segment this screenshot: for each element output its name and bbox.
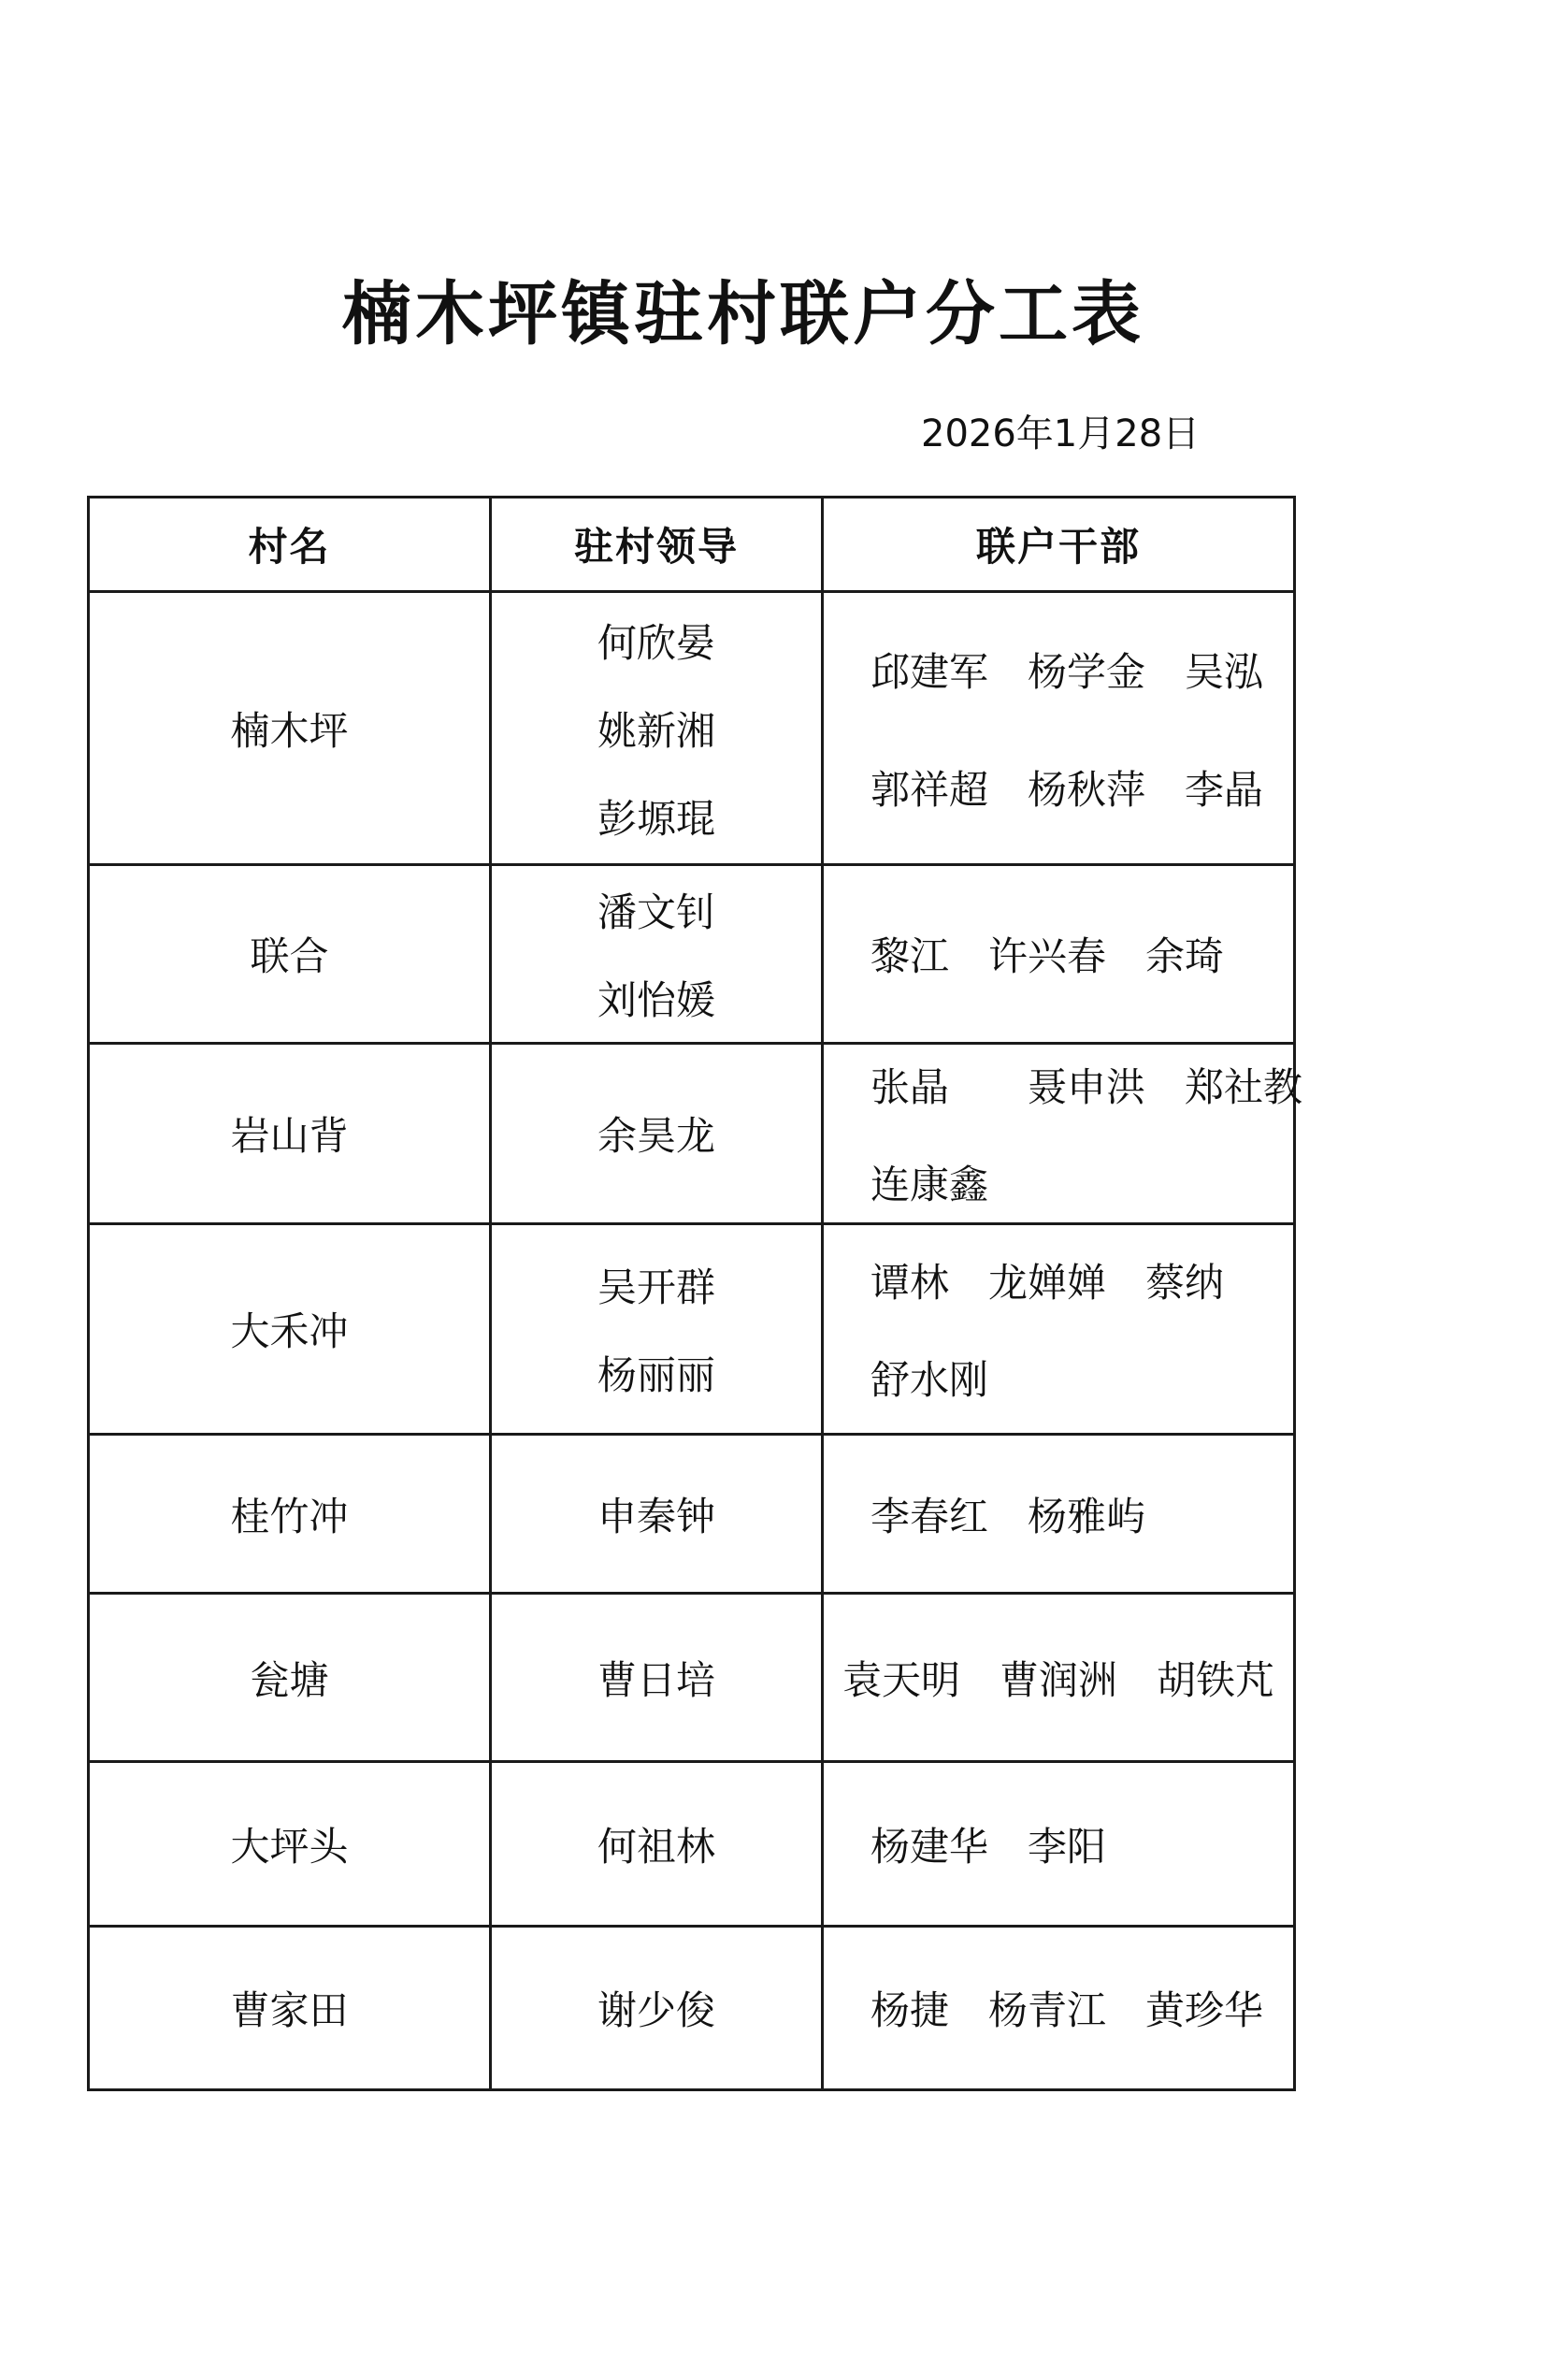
village-name: 曹家田: [89, 1927, 491, 2090]
cadres-cell: [823, 1224, 1295, 1435]
leader-name: 刘怡媛: [597, 977, 715, 1023]
village-name: 大坪头: [89, 1762, 491, 1927]
cadres-cell: [823, 865, 1295, 1044]
table-header-row: [89, 498, 1295, 592]
leader-name: 姚新湘: [597, 707, 715, 754]
assignment-table: [87, 496, 1303, 2091]
cadre-names: 邱建军 杨学金 吴泓: [870, 648, 1264, 695]
cadre-names: 杨建华 李阳: [870, 1823, 1107, 1870]
cadres-cell: [823, 592, 1295, 865]
table-row: [89, 1435, 1295, 1594]
leaders-cell: [491, 865, 823, 1044]
cadres-cell: [823, 1762, 1295, 1927]
cadre-names: 谭林 龙婵婵 蔡纳: [870, 1260, 1225, 1306]
leader-name: 何祖林: [597, 1823, 715, 1870]
leaders-cell: [491, 1762, 823, 1927]
leader-name: 潘文钊: [597, 889, 715, 935]
leaders-cell: [491, 1224, 823, 1435]
leader-name: 吴开群: [597, 1264, 715, 1310]
cadre-names: 郭祥超 杨秋萍 李晶: [870, 766, 1264, 813]
cadre-names: 黎江 许兴春 余琦: [870, 933, 1225, 979]
village-name: 瓮塘: [89, 1594, 491, 1762]
cadre-names: 舒水刚: [870, 1357, 989, 1403]
cadre-names: 李春红 杨雅屿: [870, 1493, 1146, 1539]
village-name: 大禾冲: [89, 1224, 491, 1435]
header-cadres: 联户干部: [823, 498, 1295, 592]
village-name: 联合: [89, 865, 491, 1044]
table-row: [89, 1762, 1295, 1927]
leaders-cell: [491, 1927, 823, 2090]
leader-name: 谢少俊: [597, 1987, 715, 2033]
village-name: 岩山背: [89, 1044, 491, 1224]
leaders-cell: [491, 592, 823, 865]
leader-name: 申秦钟: [597, 1493, 715, 1539]
document-date: 2026年1月28日: [921, 412, 1201, 455]
cadres-cell: [823, 1594, 1295, 1762]
cadres-cell: [823, 1435, 1295, 1594]
cadre-names: 张晶 聂申洪 郑社教: [870, 1064, 1303, 1110]
leaders-cell: [491, 1435, 823, 1594]
table-row: [89, 1594, 1295, 1762]
table-row: [89, 592, 1295, 865]
leader-name: 余昊龙: [597, 1113, 715, 1159]
cadre-names: 杨捷 杨青江 黄珍华: [870, 1987, 1264, 2033]
village-name: 桂竹冲: [89, 1435, 491, 1594]
leader-name: 彭塬琨: [597, 795, 715, 842]
leaders-cell: [491, 1044, 823, 1224]
header-leaders: 驻村领导: [491, 498, 823, 592]
village-name: 楠木坪: [89, 592, 491, 865]
header-village: 村名: [89, 498, 491, 592]
cadres-cell: [823, 1044, 1303, 1224]
cadres-cell: [823, 1927, 1295, 2090]
leaders-cell: [491, 1594, 823, 1762]
cadre-names: 袁天明 曹润洲 胡铁芃: [842, 1656, 1274, 1703]
cadre-names: 连康鑫: [870, 1162, 989, 1207]
leader-name: 杨丽丽: [597, 1352, 715, 1398]
table-row: [89, 1927, 1295, 2090]
table-row: [89, 1224, 1295, 1435]
leader-name: 何欣晏: [597, 619, 715, 666]
table-row: [89, 1044, 1295, 1224]
document-title: 楠木坪镇驻村联户分工表: [342, 274, 1144, 354]
table-row: [89, 865, 1295, 1044]
leader-name: 曹日培: [597, 1656, 715, 1703]
